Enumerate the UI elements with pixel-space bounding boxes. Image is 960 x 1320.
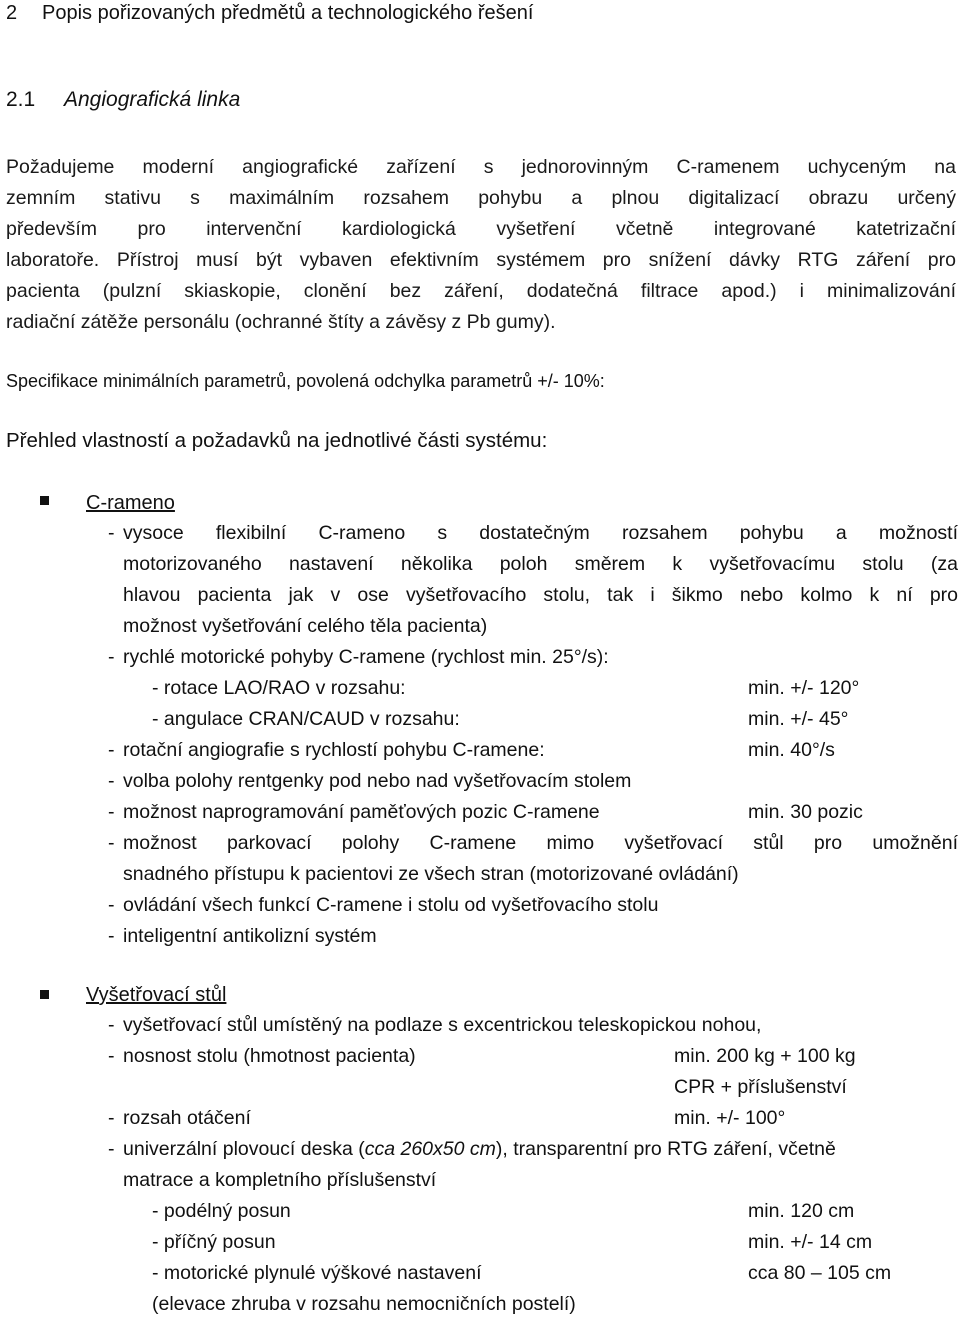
spec-value: min. +/- 100° (674, 1107, 786, 1129)
list-item-text: ovládání všech funkcí C-ramene i stolu od vyšetřovacího stolu (123, 894, 659, 916)
list-item (108, 766, 958, 797)
list-item (108, 828, 958, 859)
list-item (108, 797, 958, 828)
list-dash: - (108, 739, 115, 761)
list-subitem-text: - příčný posun (152, 1231, 276, 1253)
spec-value: min. 200 kg + 100 kg (674, 1045, 856, 1067)
intro-paragraph (6, 152, 956, 338)
intro-line: radiační zátěže personálu (ochranné štíty a závěsy z Pb gumy). (6, 311, 556, 333)
list-dash: - (108, 1014, 115, 1036)
list-subitem (108, 1196, 958, 1227)
list-item-text: nosnost stolu (hmotnost pacienta) (123, 1045, 416, 1067)
section-title: Angiografická linka (64, 88, 241, 111)
list-item-text: snadného přístupu k pacientovi ze všech stran (motorizované ovládání) (123, 863, 739, 885)
section-number: 2.1 (6, 88, 36, 111)
list-item-text: rotační angiografie s rychlostí pohybu C-ramene: (123, 739, 545, 761)
list-subitem-text: - rotace LAO/RAO v rozsahu: (152, 677, 406, 699)
list-dash: - (108, 522, 115, 544)
list-dash: - (108, 646, 115, 668)
table-list (108, 1010, 958, 1320)
list-dash: - (108, 925, 115, 947)
chapter-heading (6, 0, 533, 26)
list-item-text: možnost vyšetřování celého těla pacienta) (123, 615, 488, 637)
list-item (108, 642, 958, 673)
list-item (108, 735, 958, 766)
spec-value: min. 30 pozic (748, 801, 863, 823)
spec-value: min. +/- 45° (748, 708, 849, 730)
c-arm-list (108, 518, 958, 952)
spec-tolerance-line: Specifikace minimálních parametrů, povolená odchylka parametrů +/- 10%: (6, 371, 605, 391)
list-item-text (123, 1134, 958, 1165)
list-item (108, 1041, 958, 1072)
spec-value: CPR + příslušenství (674, 1076, 847, 1098)
italic-dimensions: cca 260x50 cm (364, 1138, 496, 1160)
bullet-square (40, 990, 49, 999)
list-item-text: vyšetřovací stůl umístěný na podlaze s excentrickou teleskopickou nohou, (123, 1014, 762, 1036)
spec-value: cca 80 – 105 cm (748, 1262, 892, 1284)
list-dash: - (108, 770, 115, 792)
chapter-title: Popis pořizovaných předmětů a technologického řešení (42, 2, 534, 24)
list-item-continuation (108, 859, 958, 890)
list-item-continuation (108, 1072, 958, 1103)
list-item-continuation (108, 549, 958, 580)
list-item (108, 1134, 958, 1165)
list-item-text: motorizovaného nastavení několika poloh směrem k vyšetřovacímu stolu (za (123, 553, 958, 575)
list-dash: - (108, 801, 115, 823)
intro-line: především pro intervenční kardiologická vyšetření včetně integrované katetrizační (6, 218, 956, 240)
list-dash: - (108, 894, 115, 916)
chapter-number: 2 (6, 2, 18, 24)
list-item-text: inteligentní antikolizní systém (123, 925, 377, 947)
list-dash: - (108, 1107, 115, 1129)
list-dash: - (108, 1045, 115, 1067)
list-item-text: volba polohy rentgenky pod nebo nad vyšetřovacím stolem (123, 770, 632, 792)
list-item-text: možnost naprogramování paměťových pozic C-ramene (123, 801, 600, 823)
spec-value: min. +/- 120° (748, 677, 860, 699)
list-item-continuation (108, 1165, 958, 1196)
list-subitem (108, 1227, 958, 1258)
list-subitem-continuation (108, 1289, 958, 1320)
overview-heading: Přehled vlastností a požadavků na jednotlivé části systému: (6, 429, 548, 452)
spec-value: min. 120 cm (748, 1200, 855, 1222)
list-item (108, 1010, 958, 1041)
list-dash: - (108, 832, 115, 854)
list-subitem-text: - angulace CRAN/CAUD v rozsahu: (152, 708, 460, 730)
list-item-text: možnost parkovací polohy C-ramene mimo vyšetřovací stůl pro umožnění (123, 832, 958, 854)
list-item-text: matrace a kompletního příslušenství (123, 1169, 437, 1191)
list-item-text: hlavou pacienta jak v ose vyšetřovacího stolu, tak i šikmo nebo kolmo k ní pro (123, 584, 958, 606)
list-item-continuation (108, 580, 958, 611)
list-subitem (108, 1258, 958, 1289)
list-dash: - (108, 1138, 115, 1160)
list-item-text: rozsah otáčení (123, 1107, 251, 1129)
list-subitem (108, 704, 958, 735)
list-subitem (108, 673, 958, 704)
list-item (108, 890, 958, 921)
section-heading (6, 86, 240, 114)
intro-line: Požadujeme moderní angiografické zařízení s jednorovinným C-ramenem uchyceným na (6, 156, 956, 178)
intro-line: laboratoře. Přístroj musí být vybaven efektivním systémem pro snížení dávky RTG záření pro (6, 249, 956, 271)
bullet-square (40, 496, 49, 505)
list-item-text: rychlé motorické pohyby C-ramene (rychlost min. 25°/s): (123, 646, 609, 668)
list-item (108, 921, 958, 952)
spec-value: min. 40°/s (748, 739, 835, 761)
intro-line: zemním stativu s maximálním rozsahem pohybu a plnou digitalizací obrazu určený (6, 187, 956, 209)
intro-line: pacienta (pulzní skiaskopie, clonění bez záření, dodatečná filtrace apod.) i minimalizování (6, 280, 956, 302)
c-arm-title: C-rameno (86, 492, 175, 514)
list-item-text: vysoce flexibilní C-rameno s dostatečným rozsahem pohybu a možností (123, 522, 958, 544)
text-run: univerzální plovoucí deska ( (123, 1138, 365, 1160)
list-subitem-text: - podélný posun (152, 1200, 291, 1222)
list-subitem-text: (elevace zhruba v rozsahu nemocničních postelí) (152, 1293, 576, 1315)
list-item (108, 518, 958, 549)
list-item (108, 1103, 958, 1134)
text-run: ), transparentní pro RTG záření, včetně (495, 1138, 836, 1160)
list-subitem-text: - motorické plynulé výškové nastavení (152, 1262, 482, 1284)
table-title: Vyšetřovací stůl (86, 984, 227, 1006)
list-item-continuation (108, 611, 958, 642)
spec-value: min. +/- 14 cm (748, 1231, 873, 1253)
